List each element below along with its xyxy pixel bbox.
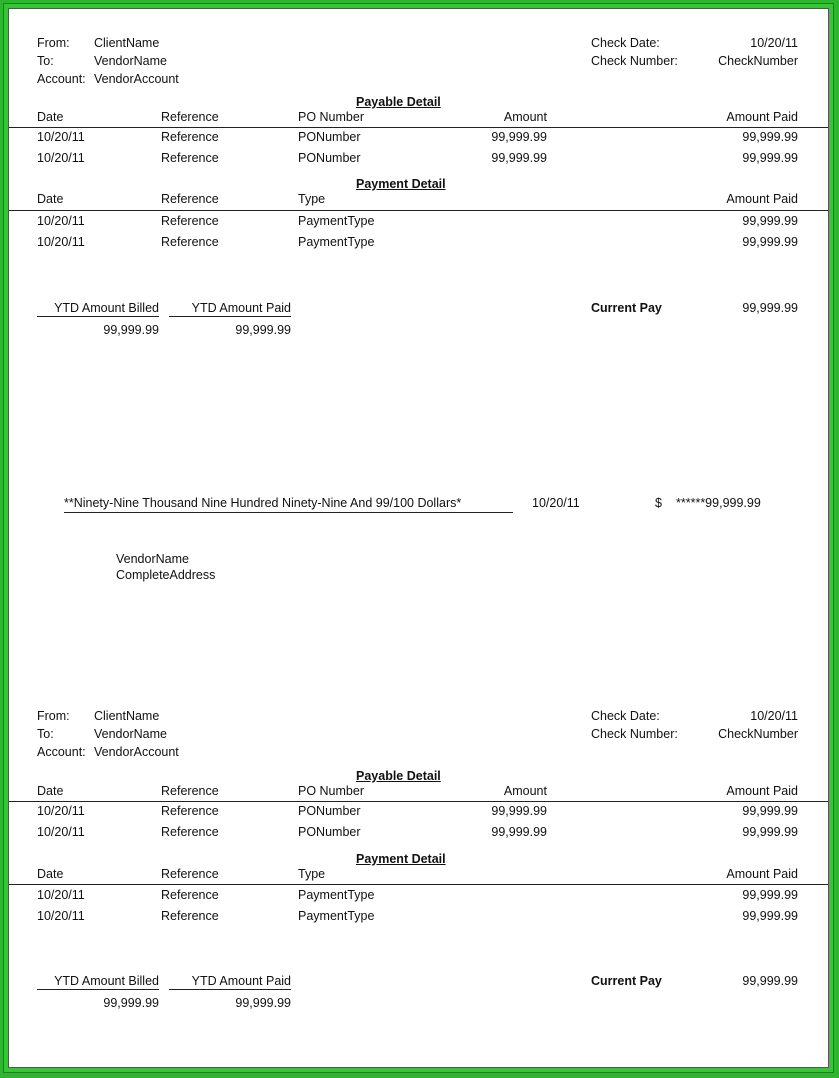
cell-date: 10/20/11: [37, 909, 85, 923]
cell-date: 10/20/11: [37, 804, 85, 818]
check-date-value: 10/20/11: [750, 709, 798, 723]
account-label: Account:: [37, 745, 86, 759]
check-number-label: Check Number:: [591, 54, 678, 68]
col-header-date: Date: [37, 784, 64, 798]
check-number-value: CheckNumber: [718, 727, 798, 741]
cell-amount-paid: 99,999.99: [742, 825, 798, 839]
ytd-paid-value: 99,999.99: [235, 323, 291, 337]
cell-reference: Reference: [161, 214, 219, 228]
account-value: VendorAccount: [94, 745, 179, 759]
cell-reference: Reference: [161, 825, 219, 839]
cell-amount: 99,999.99: [491, 804, 547, 818]
cell-date: 10/20/11: [37, 130, 85, 144]
cell-date: 10/20/11: [37, 151, 85, 165]
to-label: To:: [37, 54, 54, 68]
col-header-date: Date: [37, 110, 64, 124]
cell-amount-paid: 99,999.99: [742, 804, 798, 818]
divider: [9, 127, 828, 128]
cell-type: PaymentType: [298, 214, 375, 228]
account-label: Account:: [37, 72, 86, 86]
cell-type: PaymentType: [298, 909, 375, 923]
col-header-amount: Amount: [503, 110, 547, 124]
cell-type: PaymentType: [298, 888, 375, 902]
col-header-amount-paid: Amount Paid: [726, 192, 798, 206]
cell-po-number: PONumber: [298, 804, 361, 818]
ytd-paid-label: YTD Amount Paid: [169, 301, 291, 317]
cell-amount-paid: 99,999.99: [742, 151, 798, 165]
cell-amount-paid: 99,999.99: [742, 130, 798, 144]
cell-type: PaymentType: [298, 235, 375, 249]
cell-amount-paid: 99,999.99: [742, 214, 798, 228]
ytd-billed-label: YTD Amount Billed: [37, 301, 159, 317]
cell-amount: 99,999.99: [491, 151, 547, 165]
cell-date: 10/20/11: [37, 235, 85, 249]
check-document: [8, 8, 829, 1068]
cell-amount: 99,999.99: [491, 130, 547, 144]
stub-top: [9, 9, 828, 349]
check-number-label: Check Number:: [591, 727, 678, 741]
col-header-date: Date: [37, 867, 64, 881]
payee-address: CompleteAddress: [116, 568, 216, 582]
col-header-amount: Amount: [503, 784, 547, 798]
cell-amount: 99,999.99: [491, 825, 547, 839]
check-date: 10/20/11: [532, 496, 580, 510]
cell-reference: Reference: [161, 804, 219, 818]
amount-in-words: **Ninety-Nine Thousand Nine Hundred Ninety-Nine And 99/100 Dollars*: [64, 496, 513, 513]
cell-amount-paid: 99,999.99: [742, 888, 798, 902]
current-pay-label: Current Pay: [591, 974, 662, 988]
col-header-reference: Reference: [161, 784, 219, 798]
divider: [9, 884, 828, 885]
divider: [9, 801, 828, 802]
payee-name: VendorName: [116, 552, 189, 566]
cell-date: 10/20/11: [37, 214, 85, 228]
cell-reference: Reference: [161, 888, 219, 902]
col-header-reference: Reference: [161, 192, 219, 206]
payment-detail-title: Payment Detail: [356, 852, 446, 866]
col-header-po-number: PO Number: [298, 784, 364, 798]
cell-amount-paid: 99,999.99: [742, 235, 798, 249]
current-pay-value: 99,999.99: [742, 301, 798, 315]
from-label: From:: [37, 709, 70, 723]
ytd-billed-value: 99,999.99: [103, 323, 159, 337]
col-header-reference: Reference: [161, 867, 219, 881]
col-header-date: Date: [37, 192, 64, 206]
check-date-label: Check Date:: [591, 709, 660, 723]
cell-po-number: PONumber: [298, 151, 361, 165]
from-value: ClientName: [94, 36, 160, 50]
to-label: To:: [37, 727, 54, 741]
ytd-paid-label: YTD Amount Paid: [169, 974, 291, 990]
from-label: From:: [37, 36, 70, 50]
to-value: VendorName: [94, 727, 167, 741]
check-number-value: CheckNumber: [718, 54, 798, 68]
cell-reference: Reference: [161, 909, 219, 923]
payment-detail-title: Payment Detail: [356, 177, 446, 191]
cell-reference: Reference: [161, 235, 219, 249]
check-body: [9, 479, 828, 619]
check-date-value: 10/20/11: [750, 36, 798, 50]
cell-po-number: PONumber: [298, 130, 361, 144]
col-header-amount-paid: Amount Paid: [726, 784, 798, 798]
currency-symbol: $: [655, 496, 662, 510]
current-pay-label: Current Pay: [591, 301, 662, 315]
check-date-label: Check Date:: [591, 36, 660, 50]
current-pay-value: 99,999.99: [742, 974, 798, 988]
cell-date: 10/20/11: [37, 825, 85, 839]
ytd-billed-label: YTD Amount Billed: [37, 974, 159, 990]
payable-detail-title: Payable Detail: [356, 95, 441, 109]
cell-reference: Reference: [161, 130, 219, 144]
check-amount: ******99,999.99: [676, 496, 761, 510]
divider: [9, 210, 828, 211]
col-header-type: Type: [298, 192, 326, 206]
col-header-reference: Reference: [161, 110, 219, 124]
col-header-amount-paid: Amount Paid: [726, 110, 798, 124]
cell-po-number: PONumber: [298, 825, 361, 839]
col-header-po-number: PO Number: [298, 110, 364, 124]
stub-bottom: [9, 682, 828, 1022]
account-value: VendorAccount: [94, 72, 179, 86]
col-header-amount-paid: Amount Paid: [726, 867, 798, 881]
to-value: VendorName: [94, 54, 167, 68]
cell-amount-paid: 99,999.99: [742, 909, 798, 923]
col-header-type: Type: [298, 867, 326, 881]
cell-reference: Reference: [161, 151, 219, 165]
payable-detail-title: Payable Detail: [356, 769, 441, 783]
ytd-paid-value: 99,999.99: [235, 996, 291, 1010]
ytd-billed-value: 99,999.99: [103, 996, 159, 1010]
from-value: ClientName: [94, 709, 160, 723]
cell-date: 10/20/11: [37, 888, 85, 902]
